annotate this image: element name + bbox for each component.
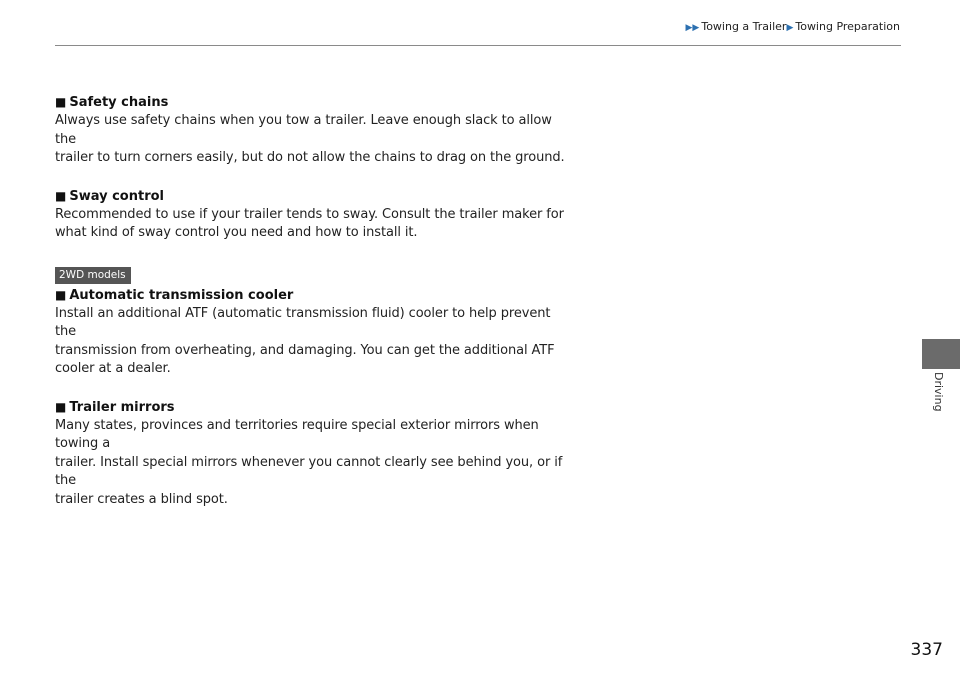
text-line: trailer. Install special mirrors whenever you cannot clearly see behind you, or if the	[55, 454, 563, 488]
arrow-right-icon: ▶	[786, 23, 794, 33]
chapter-label: Driving	[932, 372, 945, 412]
page-number: 337	[910, 640, 943, 660]
body-text	[55, 206, 575, 243]
square-bullet-icon: ■	[55, 399, 67, 414]
body-text	[55, 417, 575, 510]
square-bullet-icon: ■	[55, 188, 67, 203]
section-heading	[55, 187, 575, 206]
text-line: Install an additional ATF (automatic transmission fluid) cooler to help prevent the	[55, 305, 551, 339]
section-heading	[55, 398, 575, 417]
text-line: Always use safety chains when you tow a trailer. Leave enough slack to allow the	[55, 113, 552, 147]
section-heading	[55, 93, 575, 112]
section-sway-control	[55, 187, 575, 243]
square-bullet-icon: ■	[55, 95, 67, 109]
text-line: what kind of sway control you need and how to install it.	[55, 225, 418, 240]
text-line: transmission from overheating, and damaging. You can get the additional ATF	[55, 342, 555, 358]
section-safety-chains	[55, 93, 575, 168]
breadcrumb	[686, 20, 901, 33]
breadcrumb-item-towing-preparation[interactable]: Towing Preparation	[795, 20, 900, 33]
heading-text: Trailer mirrors	[69, 399, 175, 415]
text-line: trailer creates a blind spot.	[55, 491, 228, 507]
chapter-tab[interactable]	[922, 339, 960, 369]
breadcrumb-item-towing-a-trailer[interactable]: Towing a Trailer	[701, 20, 787, 33]
heading-text: Safety chains	[69, 95, 169, 110]
body-text	[55, 112, 575, 168]
header-divider	[55, 45, 901, 46]
section-automatic-transmission-cooler	[55, 262, 575, 379]
heading-text: Sway control	[69, 188, 164, 204]
page-content	[55, 93, 575, 528]
text-line: cooler at a dealer.	[55, 361, 171, 376]
double-arrow-icon: ▶▶	[685, 23, 700, 33]
text-line: Many states, provinces and territories require special exterior mirrors when towing a	[55, 417, 539, 451]
text-line: trailer to turn corners easily, but do not allow the chains to drag on the ground.	[55, 150, 565, 165]
section-trailer-mirrors	[55, 398, 575, 510]
heading-text: Automatic transmission cooler	[69, 287, 294, 303]
model-badge: 2WD models	[55, 267, 131, 284]
body-text	[55, 305, 575, 379]
text-line: Recommended to use if your trailer tends to sway. Consult the trailer maker for	[55, 206, 564, 222]
square-bullet-icon: ■	[55, 287, 67, 302]
section-heading	[55, 286, 575, 305]
